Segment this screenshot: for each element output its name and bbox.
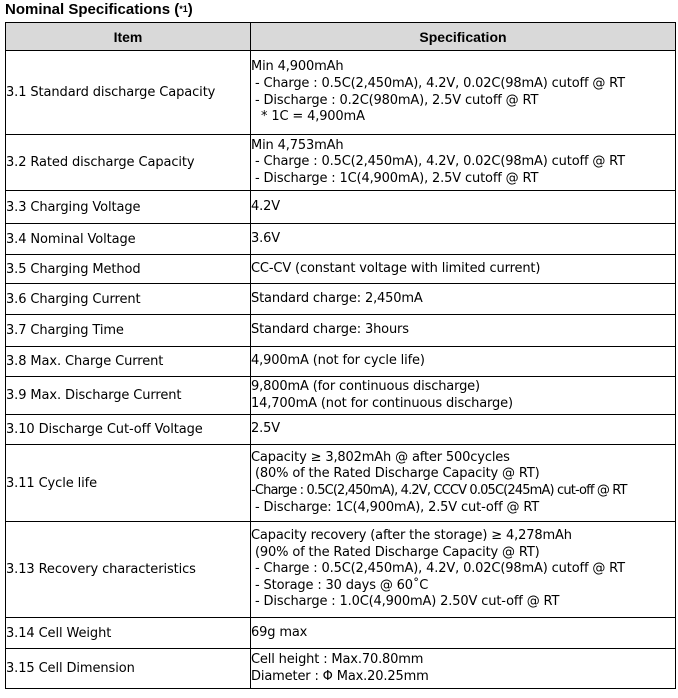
item-cell: 3.4 Nominal Voltage (6, 224, 251, 255)
item-cell: 3.9 Max. Discharge Current (6, 377, 251, 415)
specification-line: CC-CV (constant voltage with limited current) (251, 260, 541, 276)
specification-line: Capacity recovery (after the storage) ≥ 4,278mAh (251, 528, 572, 544)
table-row (6, 51, 676, 135)
table-row (6, 445, 676, 522)
table-row (6, 522, 676, 618)
item-cell: 3.5 Charging Method (6, 255, 251, 284)
item-cell: 3.1 Standard discharge Capacity (6, 51, 251, 135)
specification-cell (251, 649, 676, 689)
table-row (6, 255, 676, 284)
specification-line: Min 4,753mAh (251, 137, 344, 153)
footnote-mark: *1 (179, 4, 188, 14)
specification-cell (251, 255, 676, 284)
item-cell: 3.7 Charging Time (6, 315, 251, 347)
table-row (6, 377, 676, 415)
table-row (6, 649, 676, 689)
title-close: ) (187, 1, 193, 18)
specification-line: - Charge : 0.5C(2,450mA), 4.2V, 0.02C(98mA) cutoff @ RT (255, 75, 625, 91)
item-cell: 3.6 Charging Current (6, 284, 251, 315)
specification-cell (251, 415, 676, 445)
item-cell: 3.3 Charging Voltage (6, 191, 251, 224)
item-cell: 3.13 Recovery characteristics (6, 522, 251, 618)
specification-line: (90% of the Rated Discharge Capacity @ RT) (255, 544, 540, 560)
table-row (6, 315, 676, 347)
item-cell: 3.15 Cell Dimension (6, 649, 251, 689)
specification-cell (251, 135, 676, 191)
item-cell: 3.14 Cell Weight (6, 618, 251, 649)
specification-cell (251, 51, 676, 135)
table-row (6, 347, 676, 377)
specification-line: - Discharge : 0.2C(980mA), 2.5V cutoff @ RT (255, 92, 539, 108)
specification-line: Cell height : Max.70.80mm (251, 651, 424, 667)
specification-line: 4.2V (251, 198, 280, 214)
table-row (6, 224, 676, 255)
title-text: Nominal Specifications ( (5, 1, 180, 18)
specification-line: 3.6V (251, 230, 280, 246)
item-cell: 3.8 Max. Charge Current (6, 347, 251, 377)
specification-line: Capacity ≥ 3,802mAh @ after 500cycles (251, 449, 510, 465)
specification-cell (251, 347, 676, 377)
specification-line: - Charge : 0.5C(2,450mA), 4.2V, 0.02C(98mA) cutoff @ RT (255, 154, 625, 170)
specifications-table (5, 22, 676, 689)
item-cell: 3.2 Rated discharge Capacity (6, 135, 251, 191)
specification-line: 9,800mA (for continuous discharge) (251, 378, 480, 394)
specification-line: - Discharge: 1C(4,900mA), 2.5V cut-off @ RT (255, 499, 540, 515)
specification-cell (251, 224, 676, 255)
specification-line: 4,900mA (not for cycle life) (251, 353, 425, 369)
item-cell: 3.10 Discharge Cut-off Voltage (6, 415, 251, 445)
specification-cell (251, 522, 676, 618)
specification-line: * 1C = 4,900mA (261, 109, 365, 125)
specification-line: 14,700mA (not for continuous discharge) (251, 395, 513, 411)
specification-line: (80% of the Rated Discharge Capacity @ RT) (255, 466, 540, 482)
specification-cell (251, 445, 676, 522)
column-header-specification: Specification (251, 23, 676, 51)
specification-line: Standard charge: 3hours (251, 322, 409, 338)
column-header-item: Item (6, 23, 251, 51)
specification-line: - Charge : 0.5C(2,450mA), 4.2V, 0.02C(98mA) cutoff @ RT (255, 561, 625, 577)
specification-cell (251, 315, 676, 347)
table-header-row (6, 23, 676, 51)
item-cell: 3.11 Cycle life (6, 445, 251, 522)
specification-cell (251, 618, 676, 649)
specification-cell (251, 191, 676, 224)
table-row (6, 284, 676, 315)
table-row (6, 191, 676, 224)
specification-line: Diameter : Φ Max.20.25mm (251, 668, 429, 684)
specification-line: 2.5V (251, 421, 280, 437)
specification-line: -Charge : 0.5C(2,450mA), 4.2V, CCCV 0.05C(245mA) cut-off @ RT (251, 483, 627, 498)
table-row (6, 135, 676, 191)
specification-cell (251, 284, 676, 315)
page-title (5, 0, 193, 20)
specification-line: Min 4,900mAh (251, 59, 344, 75)
table-row (6, 618, 676, 649)
specification-line: - Storage : 30 days @ 60˚C (255, 577, 429, 593)
specification-line: - Discharge : 1C(4,900mA), 2.5V cutoff @ RT (255, 170, 539, 186)
specification-line: Standard charge: 2,450mA (251, 290, 423, 306)
specification-line: - Discharge : 1.0C(4,900mA) 2.50V cut-off @ RT (255, 594, 560, 610)
specification-cell (251, 377, 676, 415)
specification-line: 69g max (251, 624, 308, 640)
table-row (6, 415, 676, 445)
